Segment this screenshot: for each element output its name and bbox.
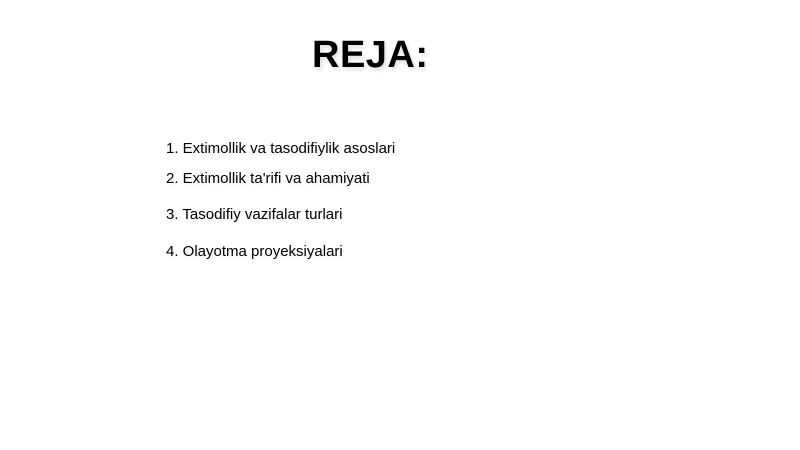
outline-item-4: 4. Olayotma proyeksiyalari (166, 243, 343, 260)
outline-item-1: 1. Extimollik va tasodifiylik asoslari (166, 140, 396, 157)
outline-item-2: 2. Extimollik ta'rifi va ahamiyati (166, 170, 370, 187)
outline-item-3: 3. Tasodifiy vazifalar turlari (166, 206, 343, 223)
slide-title: REJA: (312, 34, 429, 76)
